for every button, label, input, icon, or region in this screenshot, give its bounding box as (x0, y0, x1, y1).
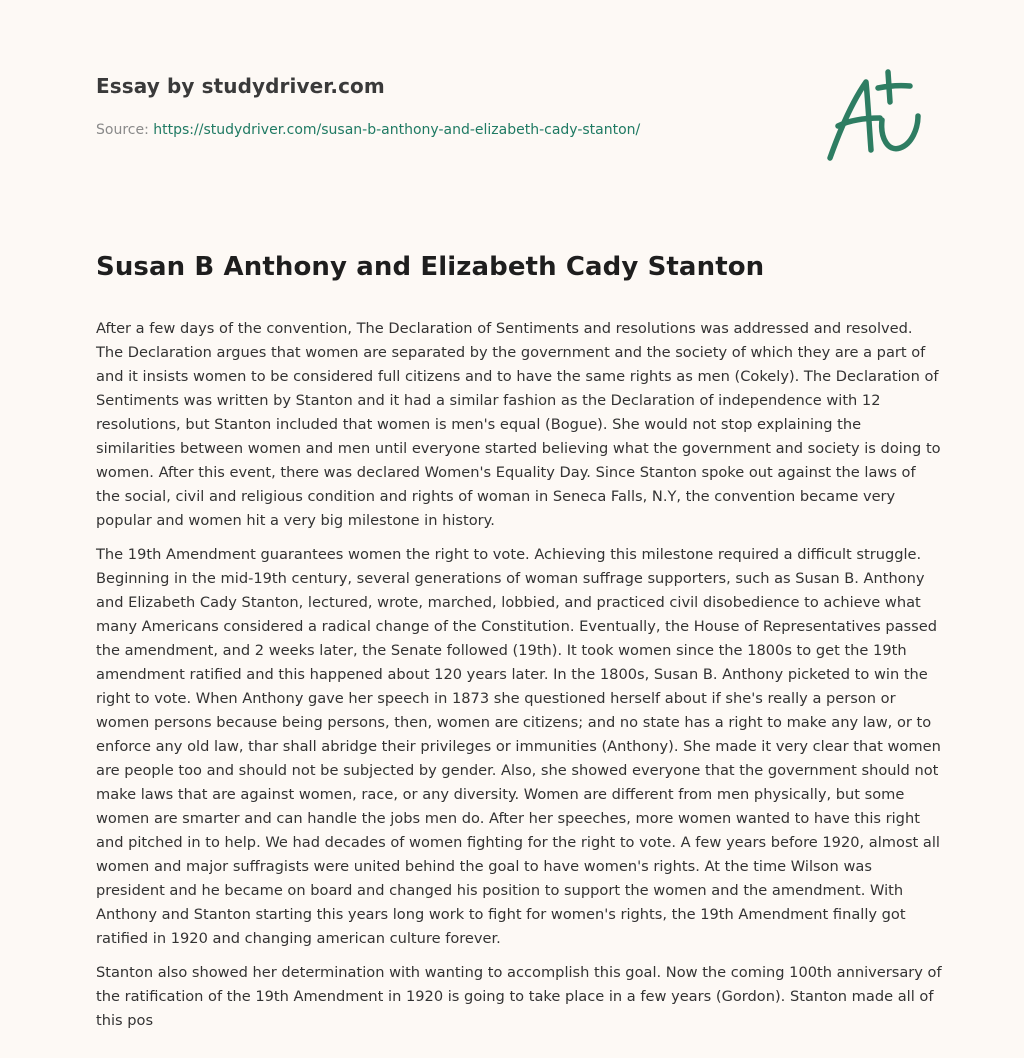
essay-paragraph: After a few days of the convention, The Declaration of Sentiments and resolutions was addressed and resolved. The Declaration argues that women are separated by the government and the society of which they are a part of and it insists women to be considered full citizens and to have the same rights as men (Cokely). The Declaration of Sentiments was written by Stanton and it had a similar fashion as the Declaration of independence with 12 resolutions, but Stanton included that women is men's equal (Bogue). She would not stop explaining the similarities between women and men until everyone started believing what the government and society is doing to women. After this event, there was declared Women's Equality Day. Since Stanton spoke out against the laws of the social, civil and religious condition and rights of woman in Seneca Falls, N.Y, the convention became very popular and women hit a very big milestone in history. (96, 320, 941, 529)
essay-paragraph: The 19th Amendment guarantees women the right to vote. Achieving this milestone required a difficult struggle. Beginning in the mid-19th century, several generations of woman suffrage supporters, such as Susan B. Anthony and Elizabeth Cady Stanton, lectured, wrote, marched, lobbied, and practiced civil disobedience to achieve what many Americans considered a radical change of the Constitution. Eventually, the House of Representatives passed the amendment, and 2 weeks later, the Senate followed (19th). It took women since the 1800s to get the 19th amendment ratified and this happened about 120 years later. In the 1800s, Susan B. Anthony picketed to win the right to vote. When Anthony gave her speech in 1873 she questioned herself about if she's really a person or women persons because being persons, then, women are citizens; and no state has a right to make any law, or to enforce any old law, thar shall abridge their privileges or immunities (Anthony). She made it very clear that women are people too and should not be subjected by gender. Also, she showed everyone that the government should not make laws that are against women, race, or any diversity. Women are different from men physically, but some women are smarter and can handle the jobs men do. After her speeches, more women wanted to have this right and pitched in to help. We had decades of women fighting for the right to vote. A few years before 1920, almost all women and major suffragists were united behind the goal to have women's rights. At the time Wilson was president and he became on board and changed his position to support the women and the amendment. With Anthony and Stanton starting this years long work to fight for women's rights, the 19th Amendment finally got ratified in 1920 and changing american culture forever. (96, 546, 941, 947)
source-line (96, 122, 796, 138)
source-label: Source: (96, 122, 154, 138)
essay-body (96, 317, 942, 1043)
essay-title: Susan B Anthony and Elizabeth Cady Stanton (96, 252, 765, 282)
source-link[interactable]: https://studydriver.com/susan-b-anthony-and-elizabeth-cady-stanton/ (153, 122, 641, 138)
a-plus-logo-icon (822, 68, 932, 164)
page-header (96, 74, 796, 138)
essay-paragraph: Stanton also showed her determination with wanting to accomplish this goal. Now the coming 100th anniversary of the ratification of the 19th Amendment in 1920 is going to take place in a few years (Gordon). Stanton made all of this pos (96, 964, 942, 1029)
site-brand: Essay by studydriver.com (96, 74, 385, 98)
